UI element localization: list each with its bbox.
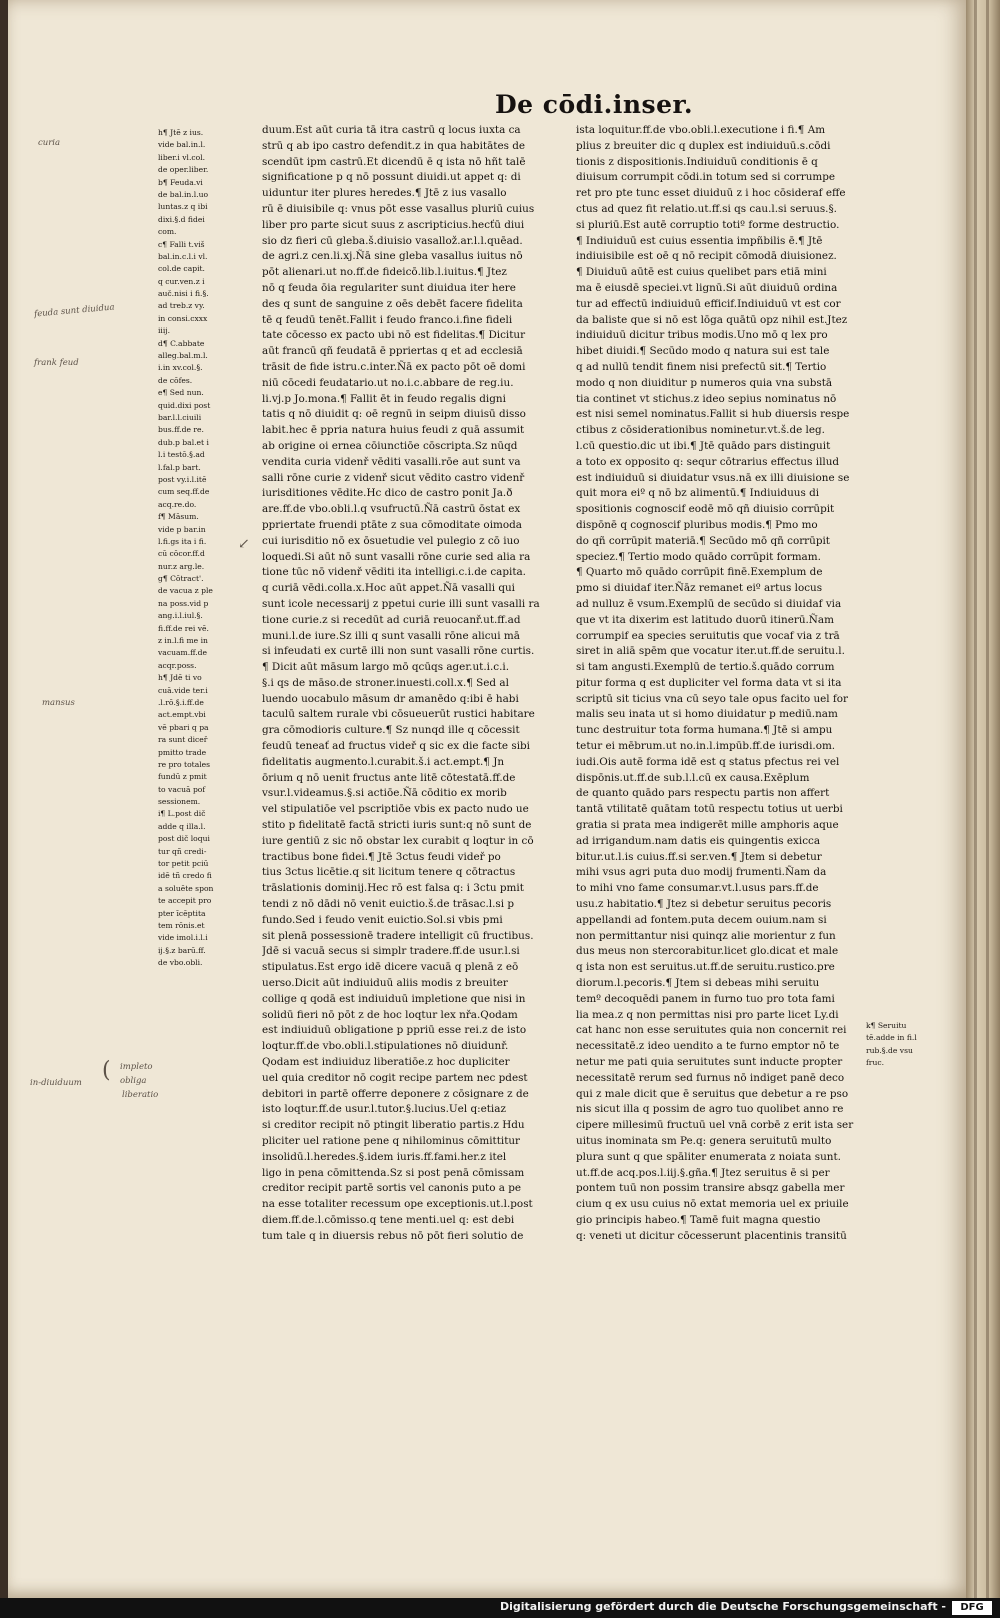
book-page <box>8 0 970 1598</box>
text-line: appellandi ad fontem.puta decem ouium.nam si <box>576 913 827 926</box>
gloss-line: vacuam.ff.de <box>158 648 207 658</box>
text-line: corrumpif ea species seruitutis que vocaf via z trā <box>576 629 840 642</box>
text-line: ¶ Indiuiduū est cuius essentia impñbilis ē.¶ Jtē <box>576 234 823 247</box>
text-line: ¶ Dicit aūt māsum largo mō qcūqs ager.ut.i.c.i. <box>262 661 510 674</box>
text-line: spositionis cognoscif eodē mō qñ diuisio corrūpit <box>576 503 835 516</box>
gloss-line: cū cōcor.ff.d <box>158 549 205 559</box>
text-line: malis seu inata ut si homo diuidatur p mediū.nam <box>576 708 838 721</box>
gloss-line: vide bal.in.l. <box>158 140 206 150</box>
text-line: vendita curia videnř vēditi vasalli.rōe aut sunt va <box>262 455 521 468</box>
gloss-line: l.fi.gs ita i fi. <box>158 536 207 546</box>
text-line: si pluriū.Est autē corruptio totiº forme destructio. <box>576 218 840 231</box>
text-line: necessitatē.z ideo uendito a te furno emptor nō te <box>576 1040 840 1053</box>
text-line: loqtur.ff.de vbo.obli.l.stipulationes nō diuidunř. <box>262 1040 509 1053</box>
text-line: dispōnē q cognoscif pluribus modis.¶ Pmo mo <box>576 518 818 531</box>
gloss-line: tur qñ credi- <box>158 846 207 856</box>
gloss-line: vide imol.i.l.i <box>158 933 208 943</box>
text-line: pontem tuū non possim transire absqz gabella mer <box>576 1182 845 1195</box>
text-line: to mihi vno fame consumar.vt.l.usus pars.ff.de <box>576 882 819 895</box>
text-line: do qñ corrūpit materiā.¶ Secūdo mō qñ corrūpit <box>576 534 830 547</box>
text-line: gra cōmodioris culture.¶ Sz nunqd ille q cōcessit <box>262 724 520 737</box>
text-line: rū ē diuisibile q: vnus pōt esse vasallus pluriū cuius <box>262 202 535 215</box>
gloss-line: i¶ L.post dič <box>158 809 206 819</box>
gloss-line: ij.§.z barū.ff. <box>158 945 206 955</box>
text-line: hibet diuidi.¶ Secūdo modo q natura sui est tale <box>576 345 830 358</box>
text-line: indiuisibile est oē q nō recipit cōmodā diuisionez. <box>576 250 837 263</box>
text-line: ¶ Diuiduū aūtē est cuius quelibet pars etiā mini <box>576 266 827 279</box>
digitization-footer <box>0 1598 1000 1618</box>
text-line: Qodam est indiuiduz liberatiōe.z hoc dupliciter <box>262 1056 510 1069</box>
text-line: sio dz fieri cū gleba.š.diuisio vasallož.ar.l.l.quēad. <box>262 234 523 247</box>
facing-page-edge <box>966 0 1000 1598</box>
gloss-line: dub.p bal.et i <box>158 437 209 447</box>
text-line: vsur.l.videamus.§.si actiōe.Ñā cōditio ex morib <box>262 787 507 800</box>
gloss-line: sessionem. <box>158 797 201 807</box>
text-line: ōrium q nō uenit fructus ante litē cōtestatā.ff.de <box>262 771 516 784</box>
text-line: necessitatē rerum sed furnus nō indiget panē deco <box>576 1071 845 1084</box>
text-line: uiduntur iter plures heredes.¶ Jtē z ius vasallo <box>262 187 507 200</box>
gloss-line: vē pbari q pa <box>158 722 209 732</box>
gloss-line: ad treb.z vy. <box>158 301 205 311</box>
text-line: tius 3ctus licētie.q sit licitum tenere q cōtractus <box>262 866 516 879</box>
text-line: modo q non diuiditur p numeros quia vna substā <box>576 376 833 389</box>
manuscript-note: liberatio <box>122 1090 159 1100</box>
text-line: tate cōcesso ex pacto ubi nō est fidelitas.¶ Dicitur <box>262 329 526 342</box>
gloss-line: k¶ Seruitu <box>866 1021 907 1030</box>
text-column-left <box>262 123 550 1245</box>
gloss-line: e¶ Sed nun. <box>158 388 204 398</box>
gloss-line: l.fal.p bart. <box>158 462 201 472</box>
gloss-line: alleg.bal.m.l. <box>158 351 208 361</box>
text-line: siret in aliā spēm que vocatur iter.ut.ff.de seruitu.l. <box>576 645 845 658</box>
gloss-line: iiij. <box>158 326 171 336</box>
gloss-line: acqr.poss. <box>158 660 197 670</box>
text-line: scendūt ipm castrū.Et dicendū ē q ista nō hñt talē <box>262 155 526 168</box>
gloss-line: de oper.liber. <box>158 165 209 175</box>
gloss-line: re pro totales <box>158 759 211 769</box>
text-line: si tam angusti.Exemplū de tertio.š.quādo corrum <box>576 661 835 674</box>
text-line: ab origine oi ernea cōiunctiōe cōscripta.Sz nūqd <box>262 439 518 452</box>
text-line: diorum.l.pecoris.¶ Jtem si debeas mihi seruitu <box>576 977 820 990</box>
gloss-line: .l.rō.§.i.ff.de <box>158 697 204 707</box>
manuscript-note: impleto <box>120 1062 153 1072</box>
text-line: lia mea.z q non permittas nisi pro parte licet Ly.di <box>576 1008 839 1021</box>
gloss-line: bar.l.l.ciuili <box>158 412 202 422</box>
text-line: tur ad effectū indiuiduū efficif.Indiuiduū vt est cor <box>576 297 841 310</box>
gloss-line: l.i testō.§.ad <box>158 450 205 460</box>
text-line: est nisi semel nominatus.Fallit si hub diuersis respe <box>576 408 850 421</box>
text-line: labit.hec ē ppria natura huius feudi z quā assumit <box>262 424 525 437</box>
gloss-line: rub.§.de vsu <box>866 1045 913 1055</box>
text-line: bitur.ut.l.is cuius.ff.si ser.ven.¶ Jtem si debetur <box>576 850 822 863</box>
text-line: ut.ff.de acq.pos.l.iij.§.gña.¶ Jtez seruitus ē si per <box>576 1166 830 1179</box>
gloss-line: b¶ Feuda.vi <box>158 177 203 187</box>
text-line: est indiuiduū si diuidatur vsus.nā ex illi diuisione se <box>576 471 850 484</box>
text-line: usu.z habitatio.¶ Jtez si debetur seruitus pecoris <box>576 898 832 911</box>
text-line: ad nulluz ē vsum.Exemplū de secūdo si diuidaf via <box>576 597 842 610</box>
gloss-line: quid.dixi post <box>158 400 211 410</box>
text-line: ligo in pena cōmittenda.Sz si post penā cōmissam <box>262 1166 525 1179</box>
text-line: li.vj.p Jo.mona.¶ Fallit ēt in feudo regalis digni <box>262 392 506 405</box>
text-line: pitur forma q est dupliciter vel forma data vt si ita <box>576 676 842 689</box>
manuscript-note: curia <box>38 138 61 148</box>
gloss-line: act.empt.vbi <box>158 710 206 720</box>
gloss-line: de vbo.obli. <box>158 958 203 968</box>
text-line: strū q ab ipo castro defendit.z in qua habitātes de <box>262 139 526 152</box>
gloss-line: fruc. <box>866 1058 884 1068</box>
text-line: de quanto quādo pars respectu partis non affert <box>576 787 830 800</box>
text-line: tia continet vt stichus.z ideo sepius nominatus nō <box>576 392 837 405</box>
text-line: gio principis habeo.¶ Tamē fuit magna questio <box>576 1213 821 1226</box>
gloss-line: to vacuā pof <box>158 784 206 794</box>
gloss-line: pmitto trade <box>158 747 207 757</box>
manuscript-note: frank feud <box>34 358 79 368</box>
manuscript-note: feuda sunt diuidua <box>33 302 115 320</box>
left-marginal-gloss <box>158 127 250 970</box>
gloss-line: tē.adde in fi.l <box>866 1033 917 1043</box>
text-line: luendo uocabulo māsum dr amanēdo q:ibi ē habi <box>262 692 519 705</box>
gloss-line: de bal.in.l.uo <box>158 189 209 199</box>
gloss-line: ang.i.l.iul.§. <box>158 611 203 621</box>
page-edge-line <box>986 0 989 1598</box>
text-line: scriptū sit ticius vna cū seyo tale opus facito uel for <box>576 692 848 705</box>
gloss-line: col.de capit. <box>158 264 205 274</box>
text-line: uitus inominata sm Pe.q: genera seruitutū multo <box>576 1135 832 1147</box>
text-line: isto loqtur.ff.de usur.l.tutor.§.lucius.Uel q:etiaz <box>262 1103 506 1116</box>
manuscript-pointer: ↙ <box>238 536 250 552</box>
text-line: creditor recipit partē sortis vel canonis puto a pe <box>262 1182 522 1195</box>
gloss-line: na poss.vid p <box>158 598 209 608</box>
text-line: a toto ex opposito q: sequr cōtrarius effectus illud <box>576 455 840 468</box>
text-line: trāslationis dominij.Hec rō est falsa q: i 3ctu pmit <box>262 882 524 895</box>
text-line: ¶ Quarto mō quādo corrūpit finē.Exemplum de <box>576 566 823 579</box>
text-line: non permittantur nisi quinqz alie morientur z fun <box>576 929 836 942</box>
text-line: iurisditiones vēdite.Hc dico de castro ponit Ja.ð <box>262 487 513 500</box>
text-line: speciez.¶ Tertio modo quādo corrūpit formam. <box>576 550 821 563</box>
text-line: debitori in partē offerre deponere z cōsignare z de <box>262 1087 529 1100</box>
gloss-line: ra sunt diceř <box>158 735 208 745</box>
text-line: tionis z dispositionis.Indiuiduū conditionis ē q <box>576 155 818 168</box>
gloss-line: luntas.z q ibi <box>158 202 208 212</box>
text-line: uel quia creditor nō cogit recipe partem nec pdest <box>262 1071 528 1084</box>
text-line: muni.l.de iure.Sz illi q sunt vasalli rōne alicui mā <box>262 629 520 642</box>
gloss-line: in consi.cxxx <box>158 313 208 323</box>
text-line: fidelitatis augmento.l.curabit.š.i act.empt.¶ Jn <box>262 755 505 768</box>
gloss-line: dixi.§.d fidei <box>158 214 205 224</box>
text-line: ppriertate fruendi ptāte z sua cōmoditate oimoda <box>262 518 522 531</box>
text-line: liber pro parte sicut suus z ascripticius.hecťū diui <box>262 218 525 231</box>
text-line: nis sicut illa q possim de agro tuo quolibet anno re <box>576 1103 844 1116</box>
text-column-right <box>576 123 863 1245</box>
gloss-line: cuā.vide ter.i <box>158 685 208 695</box>
text-line: ctibus z cōsiderationibus nominetur.vt.š.de leg. <box>576 424 825 437</box>
running-head: De cōdi.inser. <box>495 90 694 119</box>
text-line: ctus ad quez fit relatio.ut.ff.si qs cau.l.si seruus.§. <box>576 202 837 215</box>
gloss-line: liber.i vl.col. <box>158 152 206 162</box>
text-line: mihi vsus agri puta duo modij frumenti.Ñam da <box>576 866 827 879</box>
text-line: des q sunt de sanguine z oēs debēt facere fidelita <box>262 297 523 310</box>
text-line: da baliste que si nō est lōga quātū opz nihil est.Jtez <box>576 313 848 326</box>
text-line: solidū fieri nō pōt z de hoc loqtur lex nřa.Qodam <box>262 1008 518 1021</box>
gloss-line: post vy.i.l.itē <box>158 474 207 484</box>
text-line: ista loquitur.ff.de vbo.obli.l.executione i fi.¶ Am <box>576 124 826 136</box>
text-line: dispōnis.ut.ff.de sub.l.l.cū ex causa.Exēplum <box>576 771 810 784</box>
text-line: fundo.Sed i feudo venit euictio.Sol.si vbis pmi <box>262 913 503 926</box>
text-line: salli rōne curie z videnř sicut vēdito castro videnř <box>262 471 525 484</box>
text-line: sunt icole necessarij z ppetui curie illi sunt vasalli ra <box>262 597 540 610</box>
gloss-line: a soluēte spon <box>158 883 214 893</box>
dfg-logo: DFG <box>952 1601 992 1615</box>
manuscript-brace: ( <box>102 1058 111 1083</box>
gloss-line: fundū z pmit <box>158 772 207 782</box>
text-line: q curiā vēdi.colla.x.Hoc aūt appet.Ñā vasalli qui <box>262 582 515 595</box>
text-line: ret pro pte tunc esset diuiduū z i hoc cōsideraf effe <box>576 187 846 200</box>
text-line: pmo si diuidaf iter.Ñāz remanet eiº artus locus <box>576 582 823 595</box>
gloss-line: i.in xv.col.§. <box>158 363 203 373</box>
text-line: tantā vtilitatē quātam totū respectu totius ut uerbi <box>576 803 843 816</box>
text-line: tatis q nō diuidit q: oē regnū in seipm diuisū disso <box>262 408 526 421</box>
text-line: qui z male dicit que ē seruitus que debetur a re pso <box>576 1087 849 1100</box>
text-line: loquedi.Si aūt nō sunt vasalli rōne curie sed alia ra <box>262 550 531 563</box>
gloss-line: fi.ff.de rei vē. <box>158 623 209 633</box>
text-line: significatione p q nō possunt diuidi.ut appet q: di <box>262 171 521 184</box>
right-marginal-gloss <box>866 1020 926 1070</box>
text-line: tunc destruitur tota forma humana.¶ Jtē si ampu <box>576 724 833 737</box>
text-line: pliciter uel ratione pene q nihilominus cōmittitur <box>262 1135 521 1147</box>
text-line: diem.ff.de.l.cōmisso.q tene menti.uel q: est debi <box>262 1213 515 1226</box>
text-line: indiuiduū dicitur tribus modis.Uno mō q lex pro <box>576 329 828 342</box>
page-edge-line <box>974 0 977 1598</box>
gloss-line: d¶ C.abbate <box>158 338 205 348</box>
text-line: q ad nullū tendit finem nisi prefectū sit.¶ Tertio <box>576 360 827 373</box>
text-line: uerso.Dicit aūt indiuiduū aliis modis z breuiter <box>262 977 508 990</box>
gloss-line: com. <box>158 227 177 237</box>
text-line: si creditor recipit nō ptingit liberatio partis.z Hdu <box>262 1119 525 1132</box>
text-line: duum.Est aūt curia tā itra castrū q locus iuxta ca <box>262 124 521 136</box>
text-line: q: veneti ut dicitur cōcesserunt placentinis transitū <box>576 1229 847 1242</box>
gloss-line: vide p bar.in <box>158 524 206 534</box>
text-line: Jdē si vacuā secus si simplr tradere.ff.de usur.l.si <box>262 945 520 958</box>
text-line: cui iurisditio nō ex ōsuetudie vel pulegio z cō iuo <box>262 534 520 547</box>
gloss-line: bus.ff.de re. <box>158 425 204 435</box>
gloss-line: h¶ Jdē ti vo <box>158 673 202 683</box>
text-line: iure gentiū z sic nō obstar lex curabit q loqtur in cō <box>262 834 534 847</box>
gloss-line: f¶ Māsum. <box>158 512 199 522</box>
gloss-line: nur.z arg.le. <box>158 561 205 571</box>
gloss-line: q cur.ven.z i <box>158 276 205 286</box>
text-line: tendi z nō dādi nō venit euictio.š.de trāsac.l.si p <box>262 898 515 911</box>
text-line: cium q ex usu cuius nō extat memoria uel ex priuile <box>576 1198 849 1211</box>
text-line: tractibus bone fidei.¶ Jtē 3ctus feudi videř po <box>262 850 501 863</box>
text-line: vel stipulatiōe vel pscriptiōe vbis ex pacto nudo ue <box>262 803 529 816</box>
text-line: nō q feuda ōia regulariter sunt diuidua iter here <box>262 281 516 294</box>
text-line: feudū teneať ad fructus videř q sic ex die facte sibi <box>262 740 531 753</box>
text-line: tum tale q in diuersis rebus nō pōt fieri solutio de <box>262 1229 524 1242</box>
gloss-line: auč.nisi i fi.§. <box>158 289 209 299</box>
text-line: trāsit de fide istru.c.inter.Ñā ex pacto pōt oē domi <box>262 360 526 373</box>
gloss-line: c¶ Falli t.viš <box>158 239 205 249</box>
text-line: cipere millesimū fructuū uel vnā corbē z erit ista ser <box>576 1119 854 1132</box>
gloss-line: bal.in.c.l.i vl. <box>158 251 208 261</box>
footer-credit: Digitalisierung gefördert durch die Deutsche Forschungsgemeinschaft - <box>499 1600 946 1613</box>
text-line: l.cū questio.dic ut ibi.¶ Jtē quādo pars distinguit <box>576 439 831 452</box>
gloss-line: de vacua z ple <box>158 586 213 596</box>
text-line: netur me pati quia seruitutes sunt inducte propter <box>576 1056 843 1069</box>
text-line: aūt francū qñ feudatā ē ppriertas q et ad ecclesiā <box>262 345 523 358</box>
text-line: tetur ei mēbrum.ut no.in.l.impūb.ff.de iurisdi.om. <box>576 740 836 753</box>
text-line: gratia si prata mea indigerēt mille amphoris aque <box>576 819 839 832</box>
text-line: cat hanc non esse seruitutes quia non concernit rei <box>576 1024 847 1037</box>
gloss-line: tem rōnis.et <box>158 921 205 930</box>
gloss-line: cum seq.ff.de <box>158 487 210 497</box>
text-line: stipulatus.Est ergo idē dicere vacuā q plenā z eō <box>262 961 519 974</box>
text-line: are.ff.de vbo.obli.l.q vsufructū.Ñā castrū ōstat ex <box>262 503 521 516</box>
text-line: insolidū.l.heredes.§.idem iuris.ff.fami.her.z itel <box>262 1150 507 1163</box>
text-line: na esse totaliter recessum ope exceptionis.ut.l.post <box>262 1198 533 1211</box>
text-line: iudi.Ois autē forma idē est q status pfectus rei vel <box>576 755 840 768</box>
text-line: sit plenā possessionē tradere intelligit cū fructibus. <box>262 929 534 942</box>
text-line: si infeudati ex curtē illi non sunt vasalli rōne curtis. <box>262 645 535 658</box>
text-line: tē q feudū tenēt.Fallit i feudo franco.i.fine fideli <box>262 313 513 326</box>
gloss-line: idē tñ credo fi <box>158 871 212 881</box>
text-line: de agri.z cen.li.xj.Ñā sine gleba vasallus iuitus nō <box>262 250 523 263</box>
text-line: plius z breuiter dic q duplex est indiuiduū.s.cōdi <box>576 139 831 152</box>
text-line: diuisum corrumpit cōdi.in totum sed si corrumpe <box>576 171 836 184</box>
text-line: est indiuiduū obligatione p ppriū esse rei.z de isto <box>262 1024 527 1037</box>
gloss-line: acq.re.do. <box>158 499 197 509</box>
text-line: que vt ita dixerim est latitudo duorū itinerū.Ñam <box>576 613 834 626</box>
text-line: §.i qs de māso.de stroner.inuesti.coll.x.¶ Sed al <box>262 676 509 689</box>
gloss-line: pter īcēptita <box>158 908 206 918</box>
gloss-line: post dič loqui <box>158 834 210 844</box>
text-line: q ista non est seruitus.ut.ff.de seruitu.rustico.pre <box>576 961 835 974</box>
gloss-line: te accepit pro <box>158 896 212 906</box>
gloss-line: de cōfes. <box>158 375 193 385</box>
text-line: temº decoquēdi panem in furno tuo pro tota fami <box>576 992 835 1005</box>
manuscript-note: obliga <box>120 1076 147 1086</box>
text-line: pōt alienari.ut no.ff.de fideicō.lib.l.iuitus.¶ Jtez <box>262 266 507 279</box>
manuscript-note: mansus <box>42 698 75 708</box>
text-line: dus meus non stercorabitur.licet glo.dicat et male <box>576 945 839 958</box>
gloss-line: adde q illa.l. <box>158 821 206 831</box>
gloss-line: g¶ Cōtract'. <box>158 574 204 584</box>
manuscript-note: in-diuiduum <box>30 1078 82 1088</box>
text-line: tione curie.z si recedūt ad curiā reuocanř.ut.ff.ad <box>262 613 521 626</box>
text-line: plura sunt q que spāliter enumerata z noiata sunt. <box>576 1150 841 1163</box>
text-line: stito p fidelitatē factā stricti iuris sunt:q nō sunt de <box>262 819 532 832</box>
gloss-line: tor petit pciū <box>158 859 209 869</box>
text-line: niū cōcedi feudatario.ut no.i.c.abbare de reg.iu. <box>262 376 514 389</box>
text-line: tione tūc nō videnř vēditi ita intelligi.c.i.de capita. <box>262 566 526 579</box>
text-line: collige q qodā est indiuiduū impletione que nisi in <box>262 992 526 1005</box>
text-line: taculū saltem rurale vbi cōsueuerūt rustici habitare <box>262 708 535 721</box>
gloss-line: h¶ Jtē z ius. <box>158 128 204 137</box>
text-line: ad irrigandum.nam datis eis quingentis exicca <box>576 834 821 847</box>
gloss-line: z in.l.fi me in <box>158 636 208 646</box>
text-line: quit mora eiº q nō bz alimentū.¶ Indiuiduus di <box>576 487 820 500</box>
text-line: ma ē eiusdē speciei.vt lignū.Si aūt diuiduū ordina <box>576 281 838 294</box>
